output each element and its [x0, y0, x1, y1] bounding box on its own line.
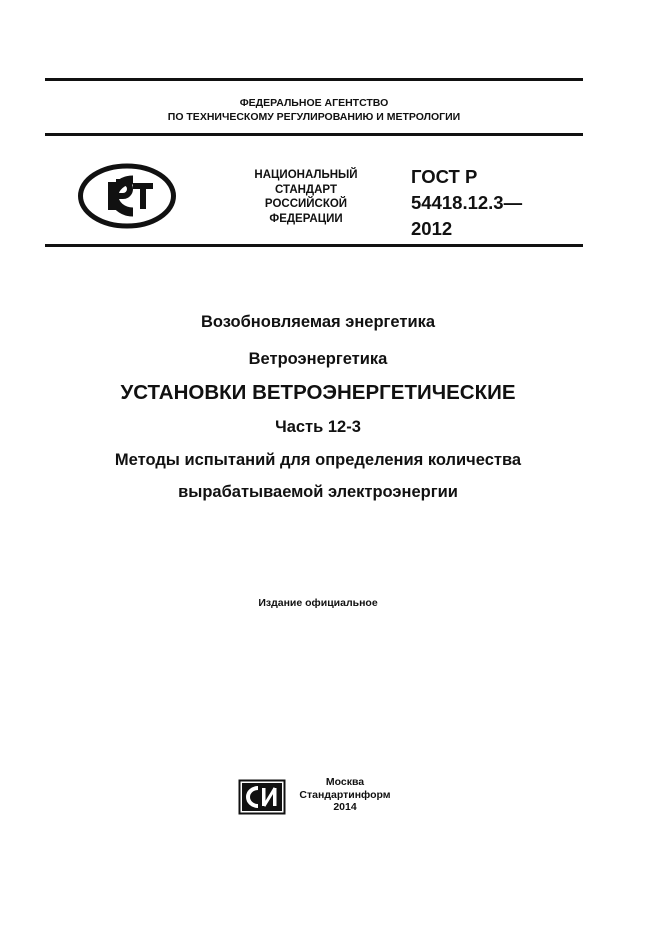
title-line-4: Часть 12-3	[275, 418, 361, 436]
title-line-6: вырабатываемой электроэнергии	[178, 483, 458, 501]
agency-header	[45, 96, 583, 124]
publisher-city: Москва	[325, 776, 365, 788]
national-standard-label	[226, 168, 386, 226]
gost-line-1: ГОСТ Р	[411, 166, 478, 187]
gost-line-3: 2012	[411, 218, 453, 239]
national-line-2: СТАНДАРТ	[275, 183, 337, 196]
edition-label: Издание официальное	[258, 597, 378, 609]
standartinform-logo-icon	[238, 779, 286, 815]
publisher-name: Стандартинформ	[299, 788, 391, 801]
top-rule	[45, 78, 583, 81]
title-line-3: УСТАНОВКИ ВЕТРОЭНЕРГЕТИЧЕСКИЕ	[120, 381, 516, 404]
gost-designation	[411, 164, 522, 242]
header-bottom-rule	[45, 244, 583, 247]
gost-line-2: 54418.12.3—	[411, 192, 523, 213]
national-line-1: НАЦИОНАЛЬНЫЙ	[254, 169, 358, 181]
title-line-5: Методы испытаний для определения количества	[114, 451, 522, 469]
rst-certification-logo-icon	[77, 163, 177, 229]
publisher-block	[292, 776, 398, 814]
agency-line-1: ФЕДЕРАЛЬНОЕ АГЕНТСТВО	[239, 97, 389, 109]
national-line-4: ФЕДЕРАЦИИ	[269, 212, 343, 225]
title-line-2: Ветроэнергетика	[248, 350, 388, 368]
title-line-1: Возобновляемая энергетика	[200, 313, 436, 331]
publisher-year: 2014	[333, 801, 357, 813]
agency-line-2: ПО ТЕХНИЧЕСКОМУ РЕГУЛИРОВАНИЮ И МЕТРОЛОГИИ	[167, 111, 461, 123]
agency-rule	[45, 133, 583, 136]
national-line-3: РОССИЙСКОЙ	[264, 198, 348, 210]
document-title	[20, 312, 616, 502]
